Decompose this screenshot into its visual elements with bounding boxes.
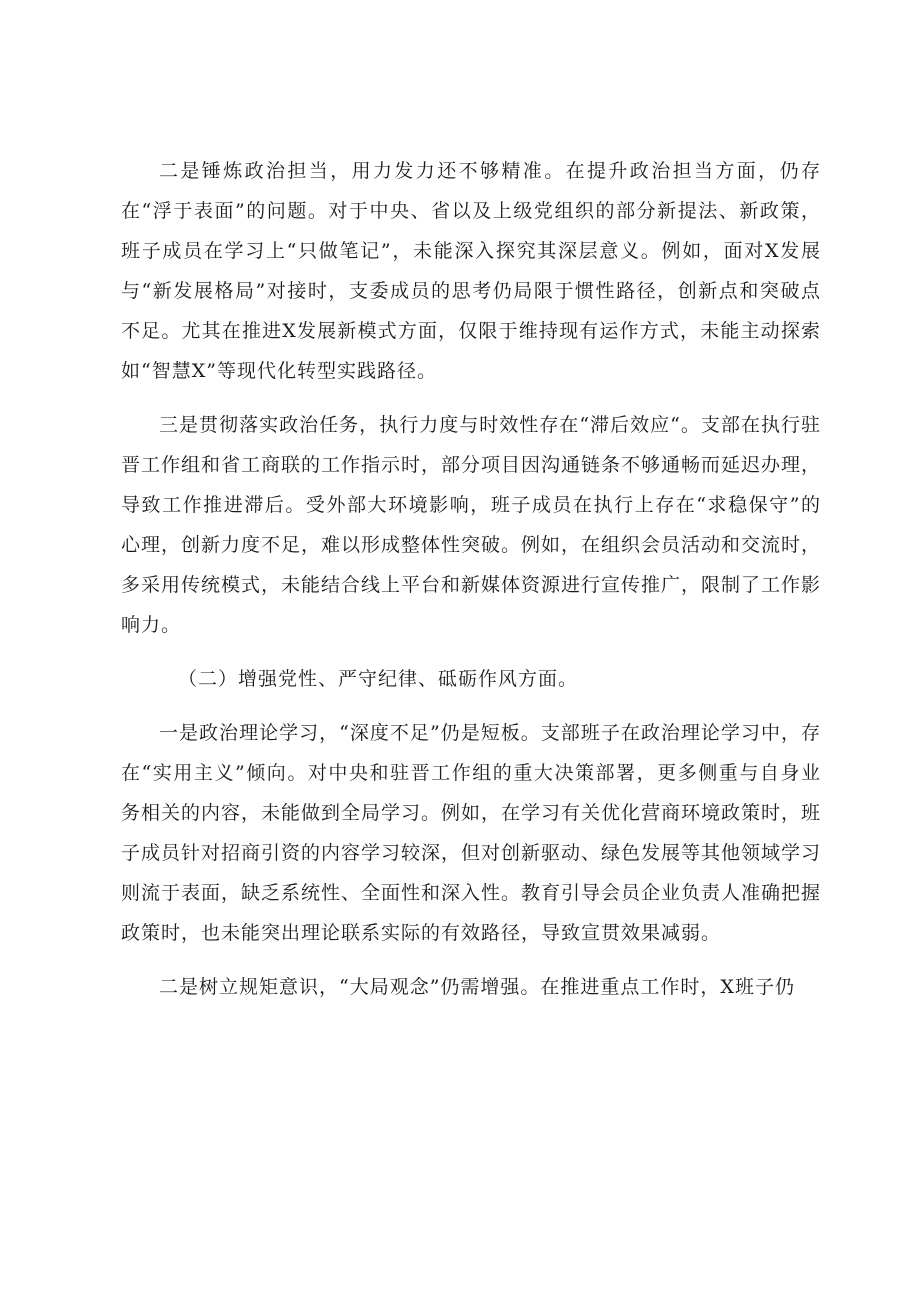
paragraph-theory-study: 一是政治理论学习，“深度不足”仍是短板。支部班子在政治理论学习中，存在“实用主义”倾向。对中央和驻晋工作组的重大决策部署，更多侧重与自身业务相关的内容，未能做到全局学习。例如，在学习有关优化营商环境政策时，班子成员针对招商引资的内容学习较深，但对创新驱动、绿色发展等其他领域学习则流于表面，缺乏系统性、全面性和深入性。教育引导会员企业负责人准确把握政策时，也未能突出理论联系实际的有效路径，导致宣贯效果减弱。 [121,722,822,944]
section-heading: （二）增强党性、严守纪律、砥砺作风方面。 [178,668,579,690]
paragraph-rules-awareness: 二是树立规矩意识，“大局观念”仍需增强。在推进重点工作时，X班子仍 [159,976,795,998]
document-body [121,151,821,1007]
paragraph-political-responsibility: 二是锤炼政治担当，用力发力还不够精准。在提升政治担当方面，仍存在“浮于表面”的问题。对于中央、省以及上级党组织的部分新提法、新政策，班子成员在学习上“只做笔记”，未能深入探究其深层意义。例如，面对X发展与“新发展格局”对接时，支委成员的思考仍局限于惯性路径，创新点和突破点不足。尤其在推进X发展新模式方面，仅限于维持现有运作方式，未能主动探索如“智慧X”等现代化转型实践路径。 [121,160,821,382]
paragraph-task-implementation: 三是贯彻落实政治任务，执行力度与时效性存在“滞后效应“。支部在执行驻晋工作组和省工商联的工作指示时，部分项目因沟通链条不够通畅而延迟办理，导致工作推进滞后。受外部大环境影响，班子成员在执行上存在“求稳保守”的心理，创新力度不足，难以形成整体性突破。例如，在组织会员活动和交流时，多采用传统模式，未能结合线上平台和新媒体资源进行宣传推广，限制了工作影响力。 [121,414,822,636]
